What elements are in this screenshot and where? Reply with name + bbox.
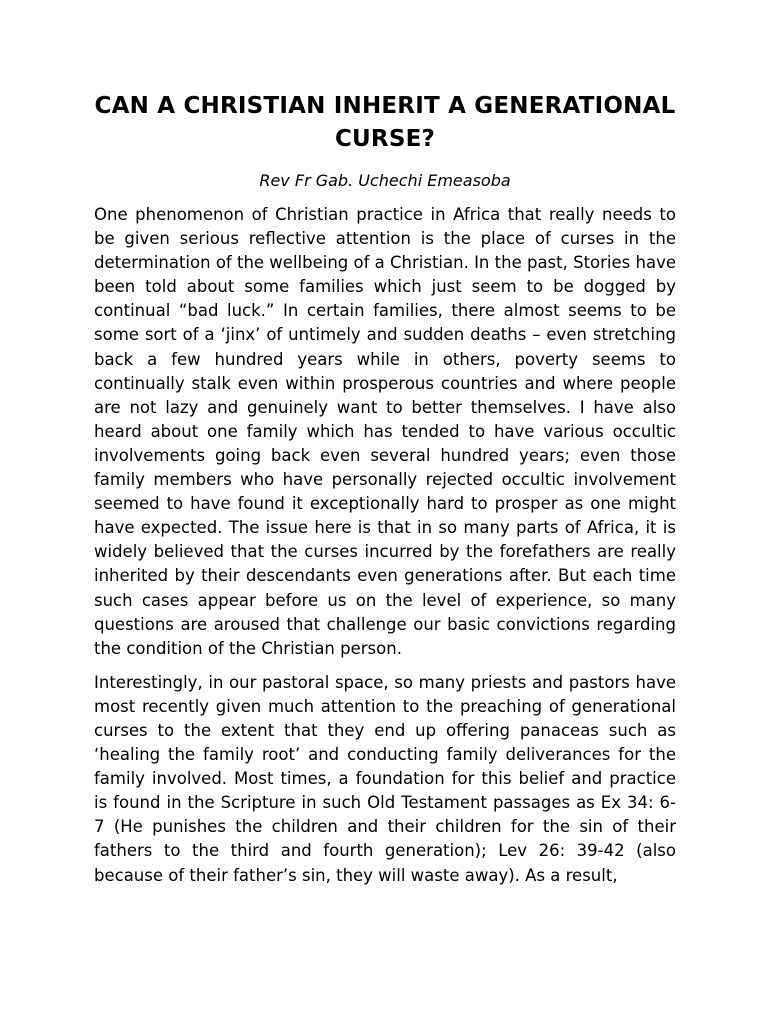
document-title: CAN A CHRISTIAN INHERIT A GENERATIONAL CURSE?: [94, 93, 676, 152]
document-page: [94, 90, 676, 888]
body-paragraph-2: Interestingly, in our pastoral space, so many priests and pastors have most recently given much attention to the preaching of generational curses to the extent that they end up offering panaceas such as ‘healing the family root’ and conducting family deliverances for the family involved. Most times, a foundation for this belief and practice is found in the Scripture in such Old Testament passages as Ex 34: 6-7 (He punishes the children and their children for the sin of their fathers to the third and fourth generation); Lev 26: 39-42 (also because of their father’s sin, they will waste away). As a result,: [94, 672, 676, 885]
document-author: Rev Fr Gab. Uchechi Emeasoba: [259, 171, 511, 190]
body-paragraph-1: One phenomenon of Christian practice in Africa that really needs to be given serious reflective attention is the place of curses in the determination of the wellbeing of a Christian. In the past, Stories have been told about some families which just seem to be dogged by continual “bad luck.” In certain families, there almost seems to be some sort of a ‘jinx’ of untimely and sudden deaths – even stretching back a few hundred years while in others, poverty seems to continually stalk even within prosperous countries and where people are not lazy and genuinely want to better themselves. I have also heard about one family which has tended to have various occultic involvements going back even several hundred years; even those family members who have personally rejected occultic involvement seemed to have found it exceptionally hard to prosper as one might have expected. The issue here is that in so many parts of Africa, it is widely believed that the curses incurred by the forefathers are really inherited by their descendants even generations after. But each time such cases appear before us on the level of experience, so many questions are aroused that challenge our basic convictions regarding the condition of the Christian person.: [94, 205, 676, 658]
